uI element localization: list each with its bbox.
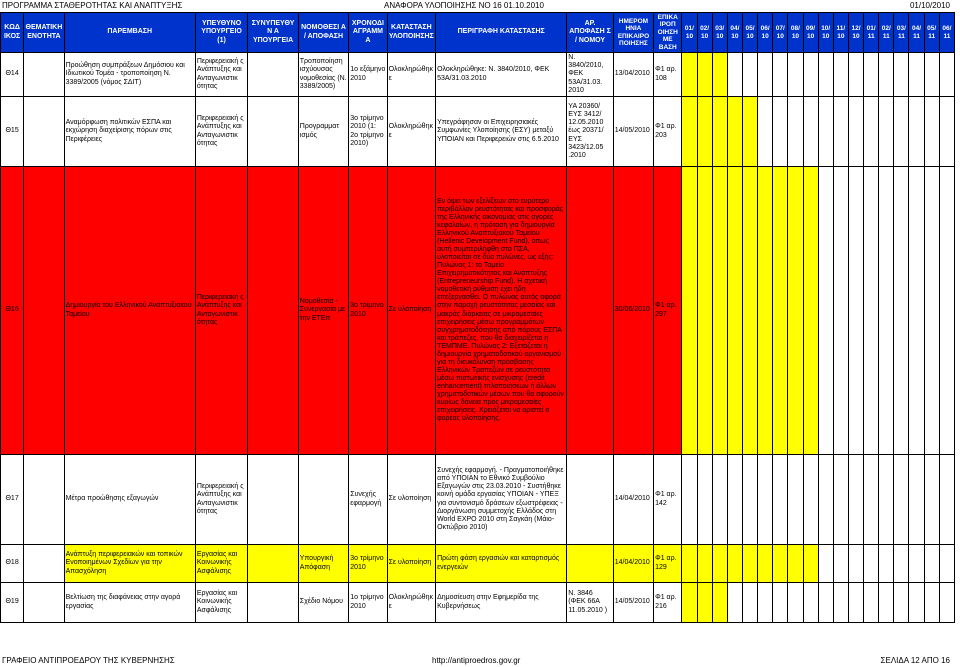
progress-cell <box>727 167 742 455</box>
row-unit <box>24 167 64 455</box>
progress-cell <box>803 167 818 455</box>
row-unit <box>24 53 64 97</box>
month-header: 04/ 10 <box>727 13 742 53</box>
month-header: 02/ 10 <box>697 13 712 53</box>
progress-cell <box>894 97 909 167</box>
row-decision: Ν. 3840/2010, ΦΕΚ 53Α/31.03. 2010 <box>567 53 613 97</box>
progress-cell <box>848 97 863 167</box>
progress-cell <box>803 97 818 167</box>
table-row <box>1 167 955 455</box>
progress-cell <box>833 167 848 455</box>
implementation-table <box>0 12 955 623</box>
progress-cell <box>894 53 909 97</box>
progress-cell <box>758 167 773 455</box>
month-header: 04/ 11 <box>909 13 924 53</box>
table-header-row <box>1 13 955 53</box>
month-header: 05/ 10 <box>742 13 757 53</box>
progress-cell <box>773 53 788 97</box>
progress-cell <box>924 167 939 455</box>
month-header: 01/ 11 <box>864 13 879 53</box>
col-update-date: ΗΜΕΡΟΜ ΗΝΙΑ ΕΠΙΚΑΙΡΟ ΠΟΙΗΣΗΣ <box>613 13 653 53</box>
col-description: ΠΕΡΙΓΡΑΦΗ ΚΑΤΑΣΤΑΣΗΣ <box>436 13 567 53</box>
progress-cell <box>848 545 863 583</box>
progress-cell <box>879 545 894 583</box>
row-schedule: 3ο τρίμηνο 2010 <box>349 167 387 455</box>
progress-cell <box>909 97 924 167</box>
progress-cell <box>924 97 939 167</box>
progress-cell <box>712 167 727 455</box>
progress-cell <box>909 167 924 455</box>
col-legal: ΝΟΜΟΘΕΣΙ Α / ΑΠΟΦΑΣΗ <box>298 13 348 53</box>
row-code: Θ18 <box>1 545 24 583</box>
progress-cell <box>682 53 697 97</box>
progress-cell <box>879 53 894 97</box>
progress-cell <box>742 583 757 623</box>
progress-cell <box>803 53 818 97</box>
progress-cell <box>939 545 954 583</box>
table-row <box>1 53 955 97</box>
progress-cell <box>818 583 833 623</box>
row-update-date: 30/06/2010 <box>613 167 653 455</box>
report-date: 01/10/2010 <box>909 1 950 10</box>
website-link[interactable]: http://antiproedros.gov.gr <box>432 656 521 665</box>
progress-cell <box>727 97 742 167</box>
progress-cell <box>788 97 803 167</box>
row-legal: Υπουργική Απόφαση <box>298 545 348 583</box>
progress-cell <box>758 545 773 583</box>
progress-cell <box>682 545 697 583</box>
progress-cell <box>742 545 757 583</box>
progress-cell <box>727 53 742 97</box>
row-unit <box>24 97 64 167</box>
progress-cell <box>682 167 697 455</box>
progress-cell <box>803 545 818 583</box>
row-legal <box>298 455 348 545</box>
row-decision <box>567 545 613 583</box>
progress-cell <box>697 53 712 97</box>
row-code: Θ14 <box>1 53 24 97</box>
row-legal: Σχέδιο Νόμου <box>298 583 348 623</box>
progress-cell <box>894 455 909 545</box>
progress-cell <box>894 583 909 623</box>
col-action: ΠΑΡΕΜΒΑΣΗ <box>64 13 195 53</box>
progress-cell <box>788 167 803 455</box>
report-footer <box>0 654 960 667</box>
progress-cell <box>879 167 894 455</box>
progress-cell <box>773 545 788 583</box>
progress-cell <box>879 455 894 545</box>
progress-cell <box>939 53 954 97</box>
row-code: Θ19 <box>1 583 24 623</box>
row-update-date: 14/05/2010 <box>613 583 653 623</box>
progress-cell <box>773 455 788 545</box>
progress-cell <box>909 583 924 623</box>
progress-cell <box>833 545 848 583</box>
progress-cell <box>773 167 788 455</box>
month-header: 02/ 11 <box>879 13 894 53</box>
row-coresponsible <box>248 583 298 623</box>
row-description: Εν όψει των εξελίξεων στο ευρύτερο περιβάλλον ρευστότητας και προσφοράς της Ελληνικής οικονομίας στις αγορές κεφαλαίων, η πρόταση για δημιουργία Ελληνικού Αναπτυξιακού Ταμείου (Hellenic Development Fund), όπως αυτή συμπεριλήφθη στο ΠΣΑ, υλοποιείται σε δύο πυλώνες, ως εξής: Πυλώνας 1: το Ταμείο Επιχειρηματικότητας και Ανάπτυξης (Entrepreneurship Fund). Η σχετική νομοθετική ρύθμιση έχει ήδη επεξεργασθεί. Ο πυλώνας αυτός αφορά στην παροχή ρευστότητας μεσαίας και μακράς διάρκειας σε μικρομεσαίες επιχειρήσεις μέσω προγραμμάτων συγχρηματοδότησης από πόρους ΕΣΠΑ και τράπεζες, που θα διαχειρίζεται η ΤΕΜΠΜΕ. Πυλώνας 2: Εξετάζεται η δημιουργία χρηματοδοτικού οργανισμού για τη διευκόλυνση πρόσβασης Ελληνικών Τραπεζών σε ρευστότητα μέσω πιστωτικής ενίσχυσης (credit enhancement) τιτλοποιήσεων ή άλλων χρηματοδοτικών μέσων που θα αφορούν κυρίως δάνεια προς μικρομεσαίες επιχειρήσεις. Χρειάζεται να οριστεί ο φορέας υλοποίησης. <box>436 167 567 455</box>
progress-cell <box>712 455 727 545</box>
progress-cell <box>682 455 697 545</box>
progress-cell <box>818 97 833 167</box>
col-reference: ΕΠΙΚΑ ΙΡΟΠ ΟΙΗΣΗ ΜΕ ΒΑΣΗ <box>654 13 682 53</box>
progress-cell <box>712 545 727 583</box>
progress-cell <box>833 583 848 623</box>
row-description: Υπεγράφησαν οι Επιχειρησιακές Συμφωνίες Υλοποίησης (ΕΣΥ) μεταξύ ΥΠΟΙΑΝ και Περιφερειών στις 6.5.2010 <box>436 97 567 167</box>
progress-cell <box>697 583 712 623</box>
progress-cell <box>939 97 954 167</box>
progress-cell <box>924 545 939 583</box>
row-unit <box>24 545 64 583</box>
row-responsible: Περιφερειακή ς Ανάπτυξης και Ανταγωνιστικ ότητας <box>195 97 247 167</box>
progress-cell <box>727 583 742 623</box>
progress-cell <box>697 167 712 455</box>
row-code: Θ15 <box>1 97 24 167</box>
progress-cell <box>864 545 879 583</box>
table-row <box>1 583 955 623</box>
row-responsible: Περιφερειακή ς Ανάπτυξης και Ανταγωνιστικ ότητας <box>195 455 247 545</box>
progress-cell <box>848 53 863 97</box>
progress-cell <box>864 97 879 167</box>
progress-cell <box>697 97 712 167</box>
row-reference: Φ1 αρ. 216 <box>654 583 682 623</box>
progress-cell <box>712 53 727 97</box>
month-header: 05/ 11 <box>924 13 939 53</box>
table-body <box>1 53 955 623</box>
progress-cell <box>879 97 894 167</box>
progress-cell <box>742 53 757 97</box>
row-status: Ολοκληρώθηκ ε <box>387 97 435 167</box>
row-action: Αναμόρφωση πολιτικών ΕΣΠΑ και εκχώρηση διαχείρισης πόρων στις Περιφέρειες <box>64 97 195 167</box>
page-number: ΣΕΛΙΔΑ 12 ΑΠΟ 16 <box>880 656 950 665</box>
progress-cell <box>848 167 863 455</box>
report-header <box>0 0 960 12</box>
row-schedule: 3ο τρίμηνο 2010 <box>349 545 387 583</box>
progress-cell <box>864 53 879 97</box>
row-schedule: 1ο τρίμηνο 2010 <box>349 583 387 623</box>
row-status: Σε υλοποίηση <box>387 545 435 583</box>
progress-cell <box>939 455 954 545</box>
progress-cell <box>803 583 818 623</box>
month-header: 09/ 10 <box>803 13 818 53</box>
row-schedule: Συνεχής εφαρμογή <box>349 455 387 545</box>
row-code: Θ16 <box>1 167 24 455</box>
col-status: ΚΑΤΑΣΤΑΣΗ ΥΛΟΠΟΙΗΣΗΣ <box>387 13 435 53</box>
row-reference: Φ1 αρ. 108 <box>654 53 682 97</box>
row-action: Μέτρα προώθησης εξαγωγών <box>64 455 195 545</box>
progress-cell <box>697 545 712 583</box>
row-responsible: Εργασίας και Κοινωνικής Ασφάλισης <box>195 545 247 583</box>
row-action: Ανάπτυξη περιφερειακών και τοπικών Ενοποιημένων Σχεδίων για την Απασχόληση <box>64 545 195 583</box>
row-decision <box>567 167 613 455</box>
progress-cell <box>833 53 848 97</box>
col-unit: ΘΕΜΑΤΙΚΗ ΕΝΟΤΗΤΑ <box>24 13 64 53</box>
table-row <box>1 545 955 583</box>
row-status: Ολοκληρώθηκ ε <box>387 583 435 623</box>
report-title: ΑΝΑΦΟΡΑ ΥΛΟΠΟΙΗΣΗΣ ΝΟ 16 01.10.2010 <box>384 1 544 10</box>
progress-cell <box>924 53 939 97</box>
row-coresponsible <box>248 97 298 167</box>
month-header: 06/ 10 <box>758 13 773 53</box>
progress-cell <box>909 455 924 545</box>
progress-cell <box>742 167 757 455</box>
row-status: Σε υλοποίηση <box>387 455 435 545</box>
progress-cell <box>939 167 954 455</box>
progress-cell <box>788 455 803 545</box>
col-code: ΚΩΔ ΙΚΟΣ <box>1 13 24 53</box>
progress-cell <box>682 97 697 167</box>
row-update-date: 14/04/2010 <box>613 545 653 583</box>
progress-cell <box>758 97 773 167</box>
row-legal: Προγραμματ ισμός <box>298 97 348 167</box>
progress-cell <box>758 53 773 97</box>
progress-cell <box>712 583 727 623</box>
program-title: ΠΡΟΓΡΑΜΜΑ ΣΤΑΘΕΡΟΤΗΤΑΣ ΚΑΙ ΑΝΑΠΤΥΞΗΣ <box>2 1 183 10</box>
row-code: Θ17 <box>1 455 24 545</box>
progress-cell <box>924 583 939 623</box>
row-coresponsible <box>248 167 298 455</box>
row-description: Πρώτη φάση εργασιών και καταρτισμός ενεργειών <box>436 545 567 583</box>
row-reference: Φ1 αρ. 203 <box>654 97 682 167</box>
col-schedule: ΧΡΟΝΟΔΙ ΑΓΡΑΜΜ Α <box>349 13 387 53</box>
row-description: Δημοσίευση στην Εφημερίδα της Κυβερνήσεως <box>436 583 567 623</box>
progress-cell <box>833 455 848 545</box>
progress-cell <box>742 455 757 545</box>
row-action: Βελτίωση της διαφάνειας στην αγορά εργασίας <box>64 583 195 623</box>
row-decision <box>567 455 613 545</box>
progress-cell <box>818 53 833 97</box>
progress-cell <box>924 455 939 545</box>
table-row <box>1 97 955 167</box>
progress-cell <box>788 545 803 583</box>
row-coresponsible <box>248 545 298 583</box>
row-update-date: 14/05/2010 <box>613 97 653 167</box>
row-schedule: 1ο εξάμηνο 2010 <box>349 53 387 97</box>
progress-cell <box>758 455 773 545</box>
row-responsible: Περιφερειακή ς Ανάπτυξης και Ανταγωνιστικ ότητας <box>195 53 247 97</box>
progress-cell <box>788 583 803 623</box>
progress-cell <box>848 583 863 623</box>
progress-cell <box>879 583 894 623</box>
month-header: 12/ 10 <box>848 13 863 53</box>
progress-cell <box>773 583 788 623</box>
row-description: Συνεχής εφαρμογή. - Πραγματοποιήθηκε από ΥΠΟΙΑΝ το Εθνικό Συμβούλιο Εξαγωγών στις 23.03.2010 - Συστήθηκε κοινή ομάδα εργασίας ΥΠΟΙΑΝ - ΥΠΕΞ για συντονισμό δράσεων εξωστρέφειας - Διοργάνωση συμμετοχής Ελλάδος στη World EXPO 2010 στη Σαγκάη (Μάιο-Οκτώβριο 2010) <box>436 455 567 545</box>
progress-cell <box>833 97 848 167</box>
table-row <box>1 455 955 545</box>
month-header: 07/ 10 <box>773 13 788 53</box>
row-decision: Ν. 3846 (ΦΕΚ 66Α 11.05.2010 ) <box>567 583 613 623</box>
progress-cell <box>818 167 833 455</box>
row-action: Δημιουργία του Ελληνικού Αναπτυξιακού Ταμείου <box>64 167 195 455</box>
month-header: 10/ 10 <box>818 13 833 53</box>
month-header: 03/ 11 <box>894 13 909 53</box>
progress-cell <box>773 97 788 167</box>
col-responsible: ΥΠΕΥΘΥΝΟ ΥΠΟΥΡΓΕΙΟ (1) <box>195 13 247 53</box>
row-reference: Φ1 αρ. 297 <box>654 167 682 455</box>
progress-cell <box>818 545 833 583</box>
month-header: 08/ 10 <box>788 13 803 53</box>
progress-cell <box>727 545 742 583</box>
row-responsible: Περιφερειακή ς Ανάπτυξης και Ανταγωνιστικ ότητας <box>195 167 247 455</box>
row-decision: ΥΑ 20360/ΕΥΣ 3412/ 12.05.2010 έως 20371/ΕΥΣ 3423/12.05 .2010 <box>567 97 613 167</box>
progress-cell <box>697 455 712 545</box>
progress-cell <box>864 583 879 623</box>
month-header: 11/ 10 <box>833 13 848 53</box>
row-action: Προώθηση συμπράξεων Δημόσιου και Ιδιωτικού Τομέα - τροποποίηση Ν. 3389/2005 (νόμος ΣΔΙΤ) <box>64 53 195 97</box>
progress-cell <box>894 167 909 455</box>
row-schedule: 3ο τρίμηνο 2010 (1: 2ο τρίμηνο 2010) <box>349 97 387 167</box>
row-coresponsible <box>248 455 298 545</box>
progress-cell <box>848 455 863 545</box>
progress-cell <box>909 545 924 583</box>
row-reference: Φ1 αρ. 142 <box>654 455 682 545</box>
progress-cell <box>894 545 909 583</box>
progress-cell <box>727 455 742 545</box>
progress-cell <box>712 97 727 167</box>
row-update-date: 14/04/2010 <box>613 455 653 545</box>
progress-cell <box>939 583 954 623</box>
col-decision: ΑΡ. ΑΠΟΦΑΣΗ Σ / ΝΟΜΟΥ <box>567 13 613 53</box>
progress-cell <box>788 53 803 97</box>
row-status: Σε υλοποίηση <box>387 167 435 455</box>
row-legal: Τροποποίηση ισχύουσας νομοθεσίας (Ν. 3389/2005) <box>298 53 348 97</box>
month-header: 03/ 10 <box>712 13 727 53</box>
month-header: 06/ 11 <box>939 13 954 53</box>
office-name: ΓΡΑΦΕΙΟ ΑΝΤΙΠΡΟΕΔΡΟΥ ΤΗΣ ΚΥΒΕΡΝΗΣΗΣ <box>2 656 175 665</box>
progress-cell <box>758 583 773 623</box>
row-description: Ολοκληρώθηκε: Ν. 3840/2010, ΦΕΚ 53Α/31.03.2010 <box>436 53 567 97</box>
progress-cell <box>818 455 833 545</box>
row-update-date: 13/04/2010 <box>613 53 653 97</box>
row-responsible: Εργασίας και Κοινωνικής Ασφάλισης <box>195 583 247 623</box>
row-reference: Φ1 αρ. 129 <box>654 545 682 583</box>
progress-cell <box>682 583 697 623</box>
row-status: Ολοκληρώθηκ ε <box>387 53 435 97</box>
month-header: 01/ 10 <box>682 13 697 53</box>
progress-cell <box>864 455 879 545</box>
progress-cell <box>803 455 818 545</box>
row-coresponsible <box>248 53 298 97</box>
row-unit <box>24 455 64 545</box>
progress-cell <box>864 167 879 455</box>
row-legal: Νομοθεσία - Συνεργασία με την ΕΤΕπ <box>298 167 348 455</box>
progress-cell <box>742 97 757 167</box>
col-coresponsible: ΣΥΝΥΠΕΥΘΥΝ Α ΥΠΟΥΡΓΕΙΑ <box>248 13 298 53</box>
row-unit <box>24 583 64 623</box>
progress-cell <box>909 53 924 97</box>
